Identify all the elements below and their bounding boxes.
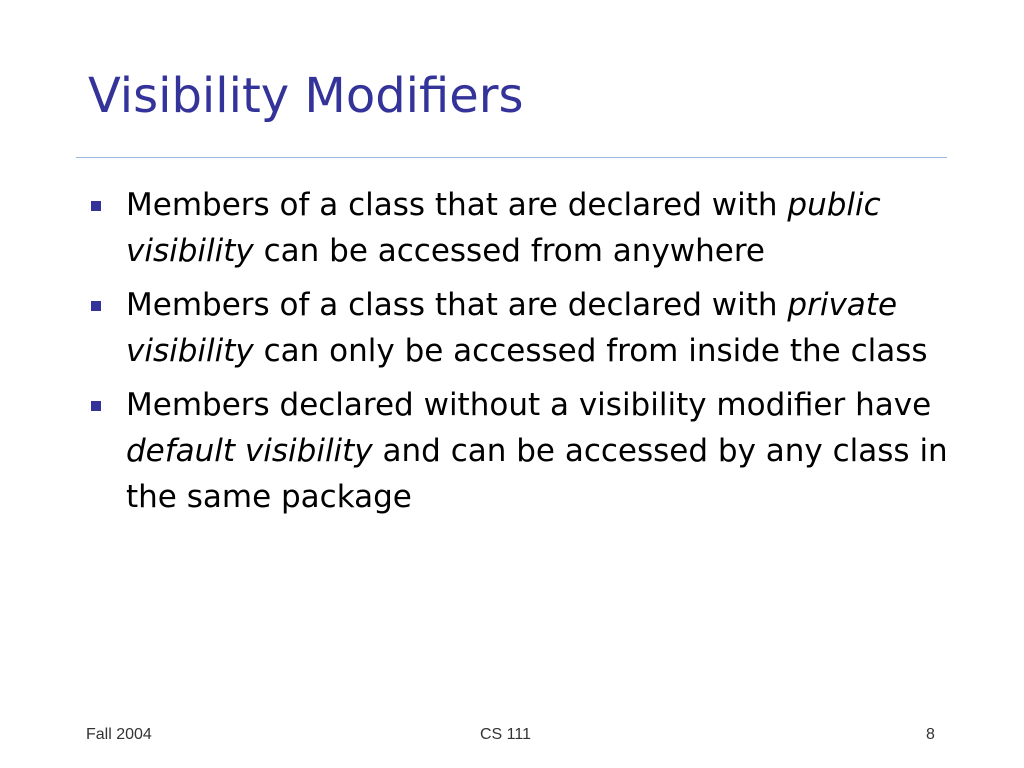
square-bullet-icon xyxy=(91,401,101,411)
bullet-text xyxy=(126,287,928,369)
bullet-item xyxy=(88,382,958,520)
bullet-text-lead: Members of a class that are declared with xyxy=(126,287,788,323)
bullet-text-emphasis: public visibility xyxy=(126,187,881,269)
bullet-text-emphasis: default visibility xyxy=(126,433,373,469)
bullet-text xyxy=(126,387,948,515)
bullet-list xyxy=(88,182,958,528)
slide-number: 8 xyxy=(926,726,935,743)
slide-title: Visibility Modifiers xyxy=(88,68,524,124)
title-divider xyxy=(76,157,947,158)
bullet-item xyxy=(88,182,958,274)
bullet-text-tail: can only be accessed from inside the class xyxy=(253,333,928,369)
square-bullet-icon xyxy=(91,201,101,211)
bullet-text-lead: Members declared without a visibility modifier have xyxy=(126,387,932,423)
bullet-text-lead: Members of a class that are declared with xyxy=(126,187,788,223)
footer-course: CS 111 xyxy=(480,726,531,743)
bullet-text xyxy=(126,187,881,269)
footer-date: Fall 2004 xyxy=(86,726,152,743)
square-bullet-icon xyxy=(91,301,101,311)
bullet-item xyxy=(88,282,958,374)
bullet-text-tail: and can be accessed by any class in the same package xyxy=(126,433,948,515)
bullet-text-tail: can be accessed from anywhere xyxy=(253,233,766,269)
bullet-text-emphasis: private visibility xyxy=(126,287,898,369)
